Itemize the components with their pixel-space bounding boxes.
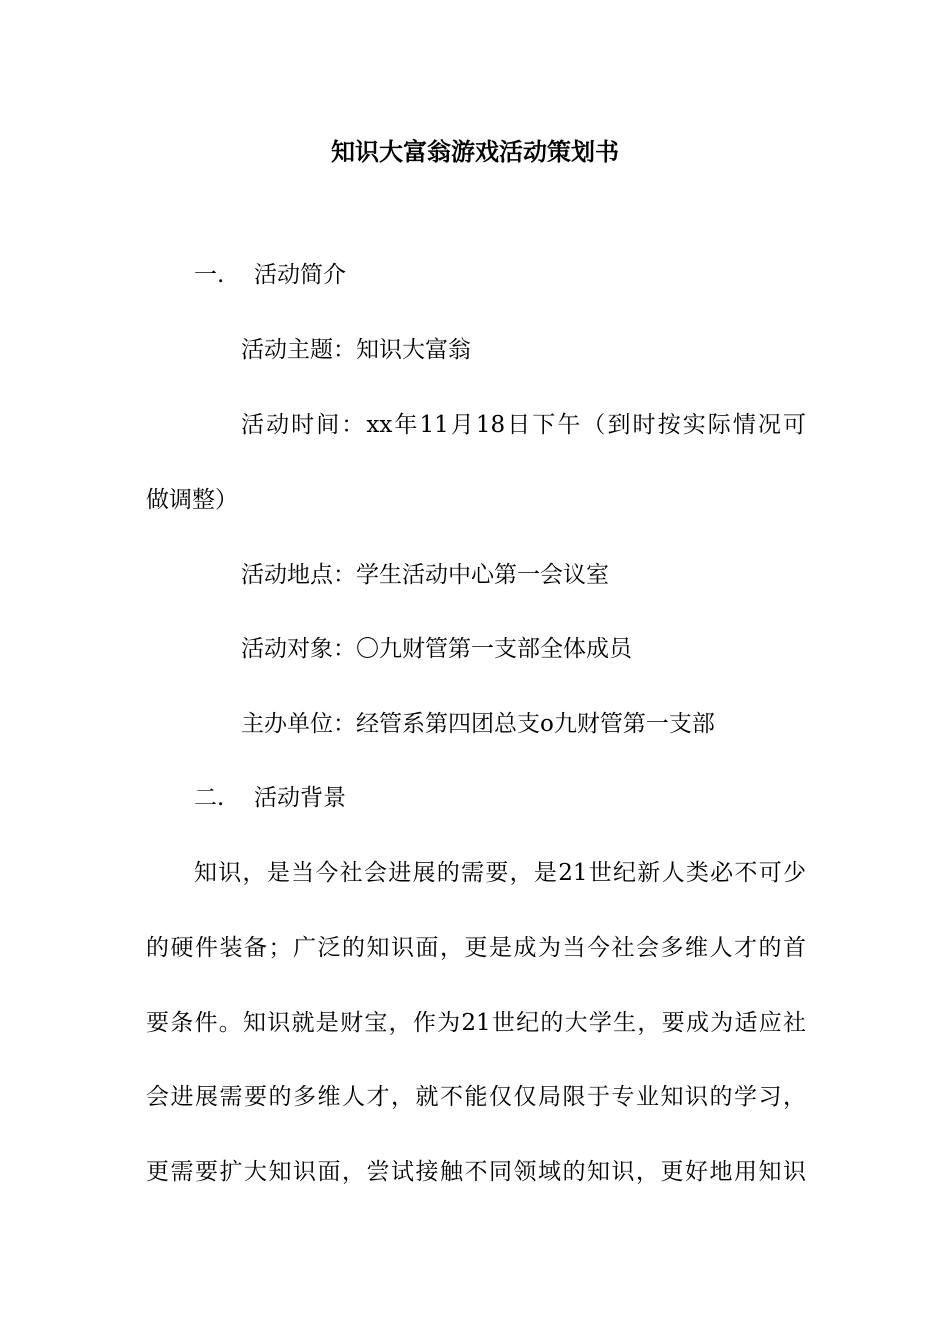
paragraph-line: 要条件。知识就是财宝，作为21世纪的大学生，要成为适应社: [146, 1010, 806, 1036]
activity-time-line-1: 活动时间：xx年11月18日下午（到时按实际情况可: [241, 412, 806, 438]
paragraph-line: 会进展需要的多维人才，就不能仅仅局限于专业知识的学习，: [146, 1084, 806, 1110]
document-title: 知识大富翁游戏活动策划书: [331, 137, 619, 166]
section-number: 二.: [194, 785, 225, 811]
paragraph-line: 的硬件装备；广泛的知识面，更是成为当今社会多维人才的首: [146, 935, 806, 961]
activity-theme: 活动主题：知识大富翁: [241, 337, 471, 363]
section-number: 一.: [194, 262, 225, 288]
activity-place: 活动地点：学生活动中心第一会议室: [241, 562, 609, 588]
section-heading-1: [146, 260, 806, 290]
activity-time-line-2: 做调整）: [146, 487, 238, 513]
paragraph-line: 知识，是当今社会进展的需要，是21世纪新人类必不可少: [194, 860, 806, 886]
activity-audience: 活动对象：〇九财管第一支部全体成员: [241, 636, 632, 662]
section-title: 活动背景: [254, 785, 346, 811]
section-title: 活动简介: [254, 262, 346, 288]
section-heading-2: [146, 783, 806, 813]
activity-organizer: 主办单位：经管系第四团总支o九财管第一支部: [241, 711, 715, 737]
paragraph-line: 更需要扩大知识面，尝试接触不同领域的知识，更好地用知识: [146, 1159, 806, 1185]
